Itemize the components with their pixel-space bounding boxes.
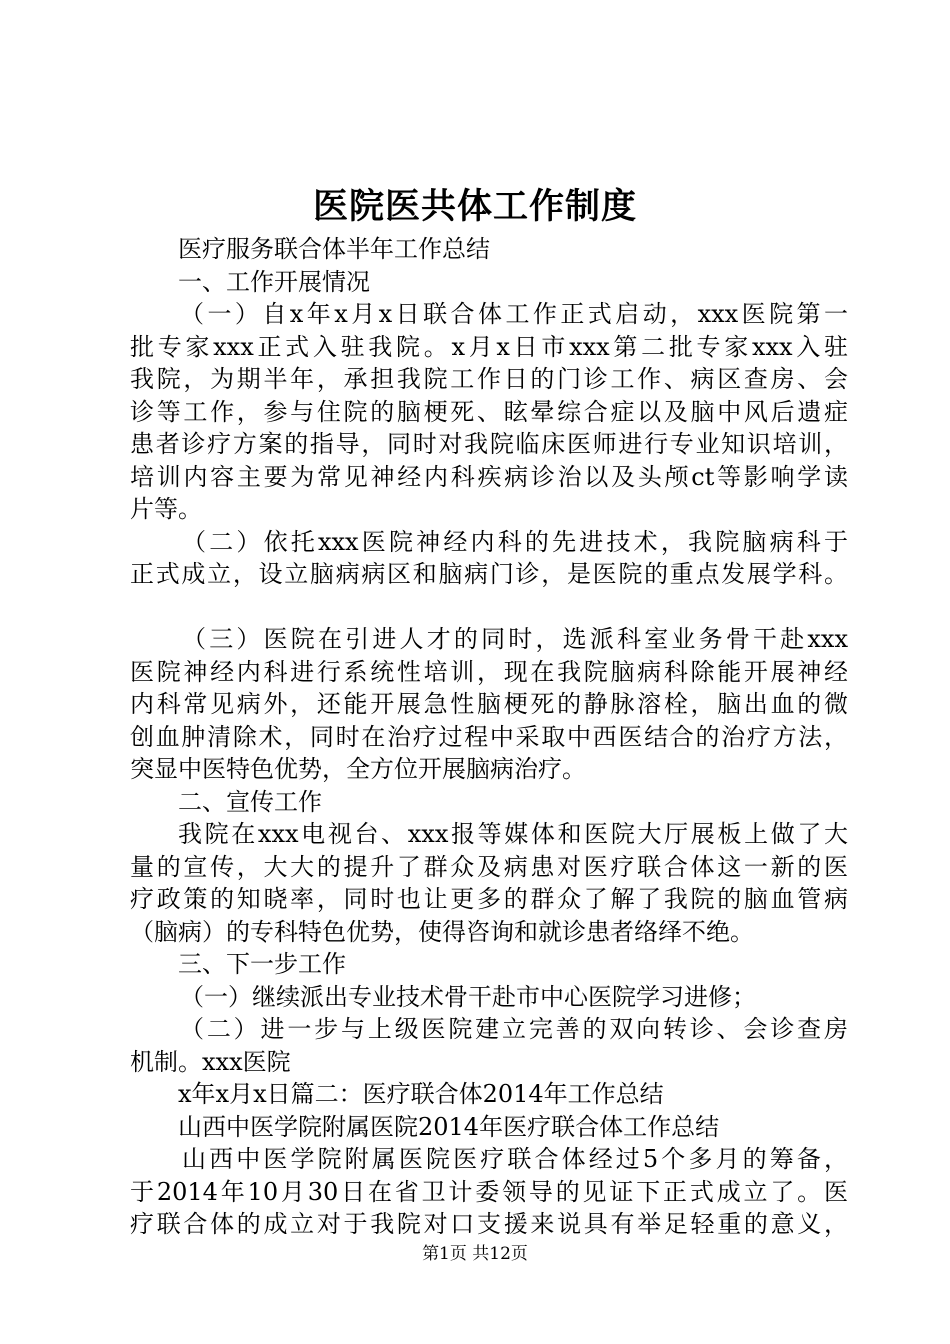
text-line: 于2014年10月30日在省卫计委领导的见证下正式成立了。医: [130, 1177, 848, 1206]
text-line: （二）进一步与上级医院建立完善的双向转诊、会诊查房: [180, 1015, 848, 1043]
text-line: 一、工作开展情况: [178, 267, 370, 296]
text-line: （三）医院在引进人才的同时，选派科室业务骨干赴xxx: [182, 625, 848, 653]
text-line: 我院在xxx电视台、xxx报等媒体和医院大厅展板上做了大: [178, 820, 848, 848]
document-body: [130, 233, 848, 1241]
text-line: 三、下一步工作: [178, 950, 346, 978]
text-line: 疗联合体的成立对于我院对口支援来说具有举足轻重的意义，: [130, 1210, 848, 1238]
text-line: 诊等工作，参与住院的脑梗死、眩晕综合症以及脑中风后遗症: [130, 397, 848, 426]
text-line: 患者诊疗方案的指导，同时对我院临床医师进行专业知识培训，: [130, 430, 848, 458]
text-line: 批专家xxx正式入驻我院。x月x日市xxx第二批专家xxx入驻: [130, 332, 848, 361]
page-footer: 第1页 共12页: [422, 1244, 528, 1264]
text-line: 我院，为期半年，承担我院工作日的门诊工作、病区查房、会: [130, 365, 848, 393]
text-line: （二）依托xxx医院神经内科的先进技术，我院脑病科于: [182, 527, 848, 556]
text-line: 正式成立，设立脑病病区和脑病门诊，是医院的重点发展学科。: [130, 560, 848, 588]
text-line: 机制。xxx医院: [130, 1047, 291, 1076]
text-line: 山西中医学院附属医院2014年医疗联合体工作总结: [178, 1112, 720, 1141]
text-line: （脑病）的专科特色优势，使得咨询和就诊患者络绎不绝。: [130, 917, 754, 946]
text-line: 突显中医特色优势，全方位开展脑病治疗。: [130, 755, 586, 783]
text-line: 医院神经内科进行系统性培训，现在我院脑病科除能开展神经: [130, 657, 848, 686]
blank-line: [130, 591, 848, 624]
text-line: 山西中医学院附属医院医疗联合体经过5个多月的筹备，: [182, 1145, 848, 1173]
text-line: 量的宣传，大大的提升了群众及病患对医疗联合体这一新的医: [130, 852, 848, 881]
document-title: 医院医共体工作制度: [312, 186, 637, 227]
text-line: （一）自x年x月x日联合体工作正式启动，xxx医院第一: [180, 300, 848, 328]
text-line: 创血肿清除术，同时在治疗过程中采取中西医结合的治疗方法，: [130, 722, 848, 751]
text-line: 疗政策的知晓率，同时也让更多的群众了解了我院的脑血管病: [130, 885, 848, 913]
text-line: （一）继续派出专业技术骨干赴市中心医院学习进修；: [180, 982, 756, 1011]
text-line: 二、宣传工作: [178, 787, 322, 816]
text-line: x年x月x日篇二：医疗联合体2014年工作总结: [178, 1080, 664, 1108]
text-line: 内科常见病外，还能开展急性脑梗死的静脉溶栓，脑出血的微: [130, 690, 848, 718]
text-line: 片等。: [130, 495, 202, 523]
text-line: 医疗服务联合体半年工作总结: [178, 235, 490, 263]
text-line: 培训内容主要为常见神经内科疾病诊治以及头颅ct等影响学读: [130, 462, 848, 491]
